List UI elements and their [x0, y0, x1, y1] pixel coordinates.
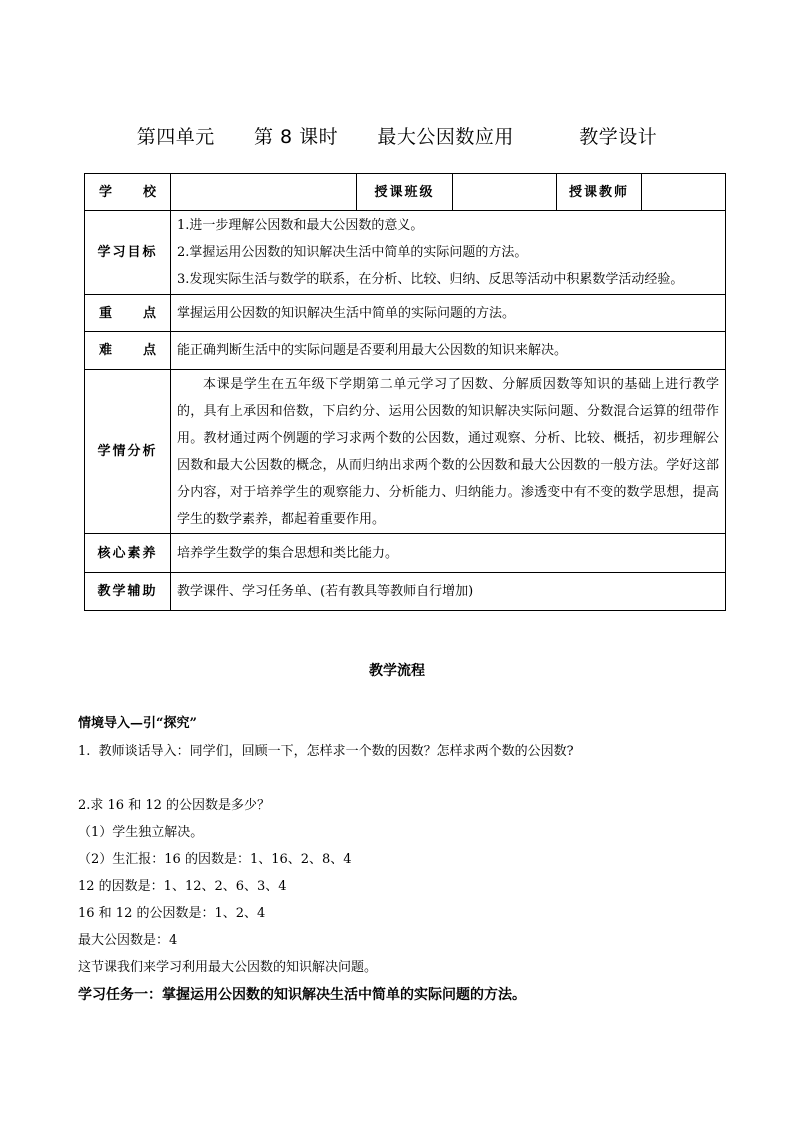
flow-line: 这节课我们来学习利用最大公因数的知识解决问题。: [78, 960, 378, 975]
table-row-core: [85, 534, 726, 573]
task-one-heading: 学习任务一：掌握运用公因数的知识解决生活中简单的实际问题的方法。: [78, 987, 526, 1003]
analysis-value: 本课是学生在五年级下学期第二单元学习了因数、分解质因数等知识的基础上进行教学的，具有上承因和倍数，下启约分、运用公因数的知识解决实际问题、分数混合运算的纽带作用。教材通过两个例题的学习求两个数的公因数，通过观察、分析、比较、概括，初步理解公因数和最大公因数的概念，从而归纳出求两个数的公因数和最大公因数的一般方法。学好这部分内容，对于培养学生的观察能力、分析能力、归纳能力。渗透变中有不变的数学思想，提高学生的数学素养，都起着重要作用。: [171, 370, 726, 534]
school-value: [171, 174, 357, 211]
table-row-difficult-point: [85, 332, 726, 370]
aids-value: 教学课件、学习任务单、(若有教具等教师自行增加): [171, 573, 726, 611]
table-row-key-point: [85, 295, 726, 332]
page-title: 第四单元 第 8 课时 最大公因数应用 教学设计: [136, 126, 658, 148]
aids-label: 教学辅助: [85, 573, 171, 611]
flow-line: 12 的因数是：1、12、2、6、3、4: [78, 879, 287, 894]
difficult-point-value: 能正确判断生活中的实际问题是否要利用最大公因数的知识来解决。: [171, 332, 726, 370]
difficult-label-cell: [85, 332, 171, 370]
teacher-value: [642, 174, 726, 211]
difficult-label-a: 难: [99, 343, 113, 358]
key-label-cell: [85, 295, 171, 332]
table-row-goals: [85, 211, 726, 295]
core-value: 培养学生数学的集合思想和类比能力。: [171, 534, 726, 573]
goals-label: 学习目标: [85, 211, 171, 295]
school-label-b: 校: [142, 184, 156, 200]
key-point-value: 掌握运用公因数的知识解决生活中简单的实际问题的方法。: [171, 295, 726, 332]
school-label-cell: [85, 174, 171, 211]
flow-title: 教学流程: [369, 663, 425, 679]
lesson-info-table: [84, 173, 726, 611]
flow-line: （1）学生独立解决。: [78, 825, 204, 840]
school-label-a: 学: [99, 184, 113, 200]
key-label-a: 重: [99, 305, 113, 321]
flow-line: （2）生汇报：16 的因数是：1、16、2、8、4: [78, 852, 352, 867]
class-value: [453, 174, 557, 211]
difficult-label-b: 点: [142, 343, 156, 358]
flow-line: 1. 教师谈话导入：同学们，回顾一下，怎样求一个数的因数？怎样求两个数的公因数?: [78, 744, 574, 759]
flow-line: 16 和 12 的公因数是：1、2、4: [78, 906, 266, 921]
table-row-school: [85, 174, 726, 211]
goal-item: 2.掌握运用公因数的知识解决生活中简单的实际问题的方法。: [177, 245, 528, 260]
core-label: 核心素养: [85, 534, 171, 573]
goal-item: 1.进一步理解公因数和最大公因数的意义。: [177, 218, 424, 233]
analysis-label: 学情分析: [85, 370, 171, 534]
intro-heading: 情境导入—引“探究”: [78, 716, 197, 731]
table-row-aids: [85, 573, 726, 611]
class-label: 授课班级: [357, 174, 453, 211]
table-row-analysis: [85, 370, 726, 534]
flow-line: 2.求 16 和 12 的公因数是多少？: [78, 798, 271, 813]
teacher-label: 授课教师: [557, 174, 642, 211]
goals-cell: [171, 211, 726, 295]
key-label-b: 点: [142, 305, 156, 321]
flow-line: 最大公因数是：4: [78, 933, 178, 948]
goal-item: 3.发现实际生活与数学的联系，在分析、比较、归纳、反思等活动中积累数学活动经验。: [177, 272, 684, 287]
